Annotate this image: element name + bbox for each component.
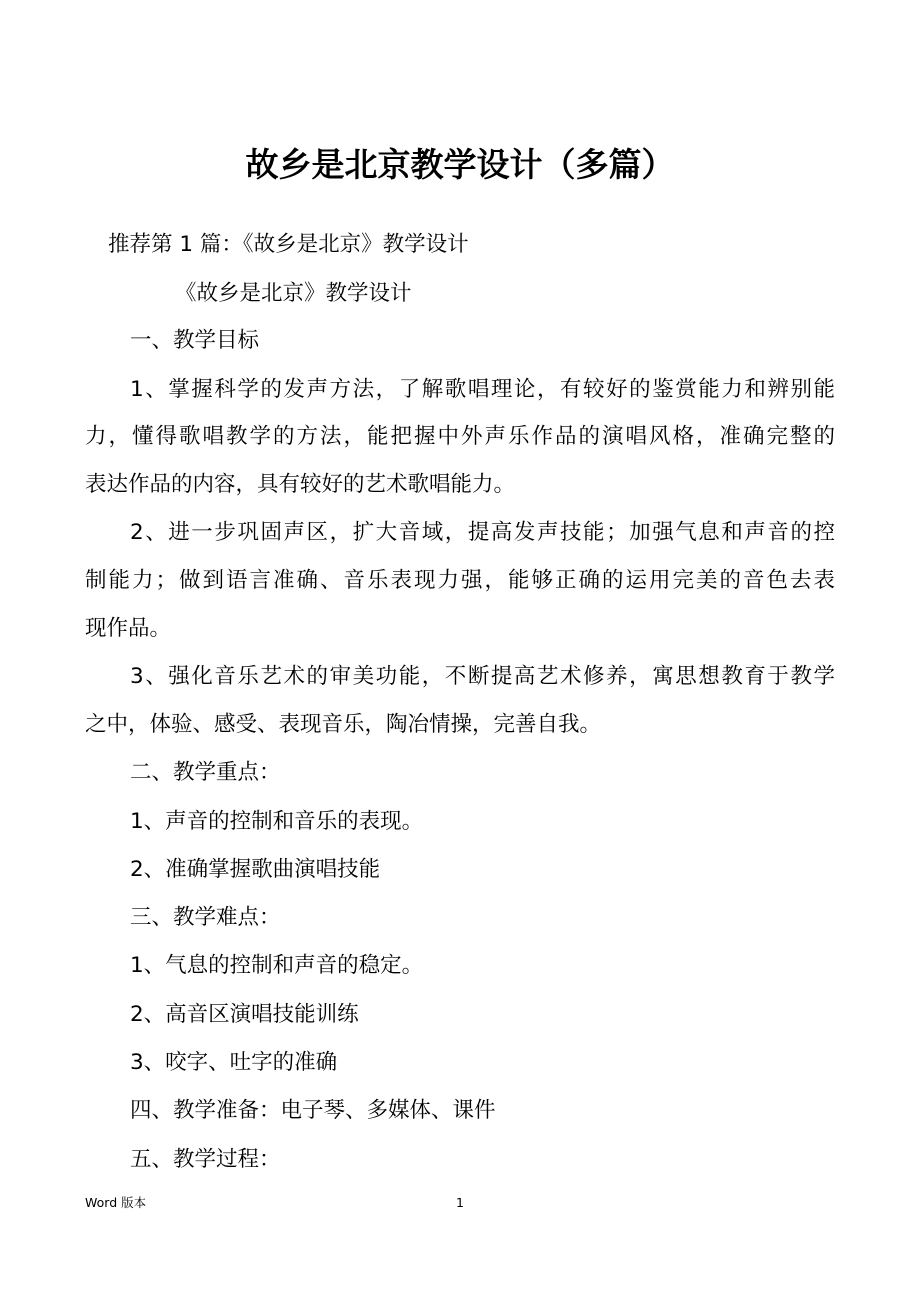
paragraph-line: 表达作品的内容，具有较好的艺术歌唱能力。 <box>85 472 516 497</box>
paragraph-line: 1、掌握科学的发声方法，了解歌唱理论，有较好的鉴赏能力和辨别能 <box>130 377 835 402</box>
footer-label: Word 版本 <box>85 1195 147 1210</box>
paragraph-line: 3、强化音乐艺术的审美功能，不断提高艺术修养，寓思想教育于教学 <box>130 664 835 689</box>
section-heading: 三、教学难点： <box>130 905 281 930</box>
section-heading: 四、教学准备：电子琴、多媒体、课件 <box>130 1098 496 1123</box>
list-item: 2、高音区演唱技能训练 <box>130 1002 359 1027</box>
list-item: 2、准确掌握歌曲演唱技能 <box>130 857 381 882</box>
section-heading: 五、教学过程： <box>130 1147 281 1172</box>
paragraph-line: 制能力；做到语言准确、音乐表现力强，能够正确的运用完美的音色去表 <box>85 568 835 593</box>
section-heading: 一、教学目标 <box>130 328 260 353</box>
list-item: 1、声音的控制和音乐的表现。 <box>130 809 424 834</box>
paragraph-line: 2、进一步巩固声区，扩大音域，提高发声技能；加强气息和声音的控 <box>130 520 835 545</box>
paragraph-line: 现作品。 <box>85 616 172 641</box>
paragraph-line: 力，懂得歌唱教学的方法，能把握中外声乐作品的演唱风格，准确完整的 <box>85 424 835 449</box>
list-item: 1、气息的控制和声音的稳定。 <box>130 953 424 978</box>
page-number: 1 <box>456 1195 464 1210</box>
subtitle: 《故乡是北京》教学设计 <box>175 281 412 306</box>
list-item: 3、咬字、吐字的准确 <box>130 1050 338 1075</box>
recommend-heading: 推荐第 1 篇：《故乡是北京》教学设计 <box>108 232 469 257</box>
document-title: 故乡是北京教学设计（多篇） <box>245 145 675 184</box>
section-heading: 二、教学重点： <box>130 760 281 785</box>
paragraph-line: 之中，体验、感受、表现音乐，陶冶情操，完善自我。 <box>85 712 602 737</box>
